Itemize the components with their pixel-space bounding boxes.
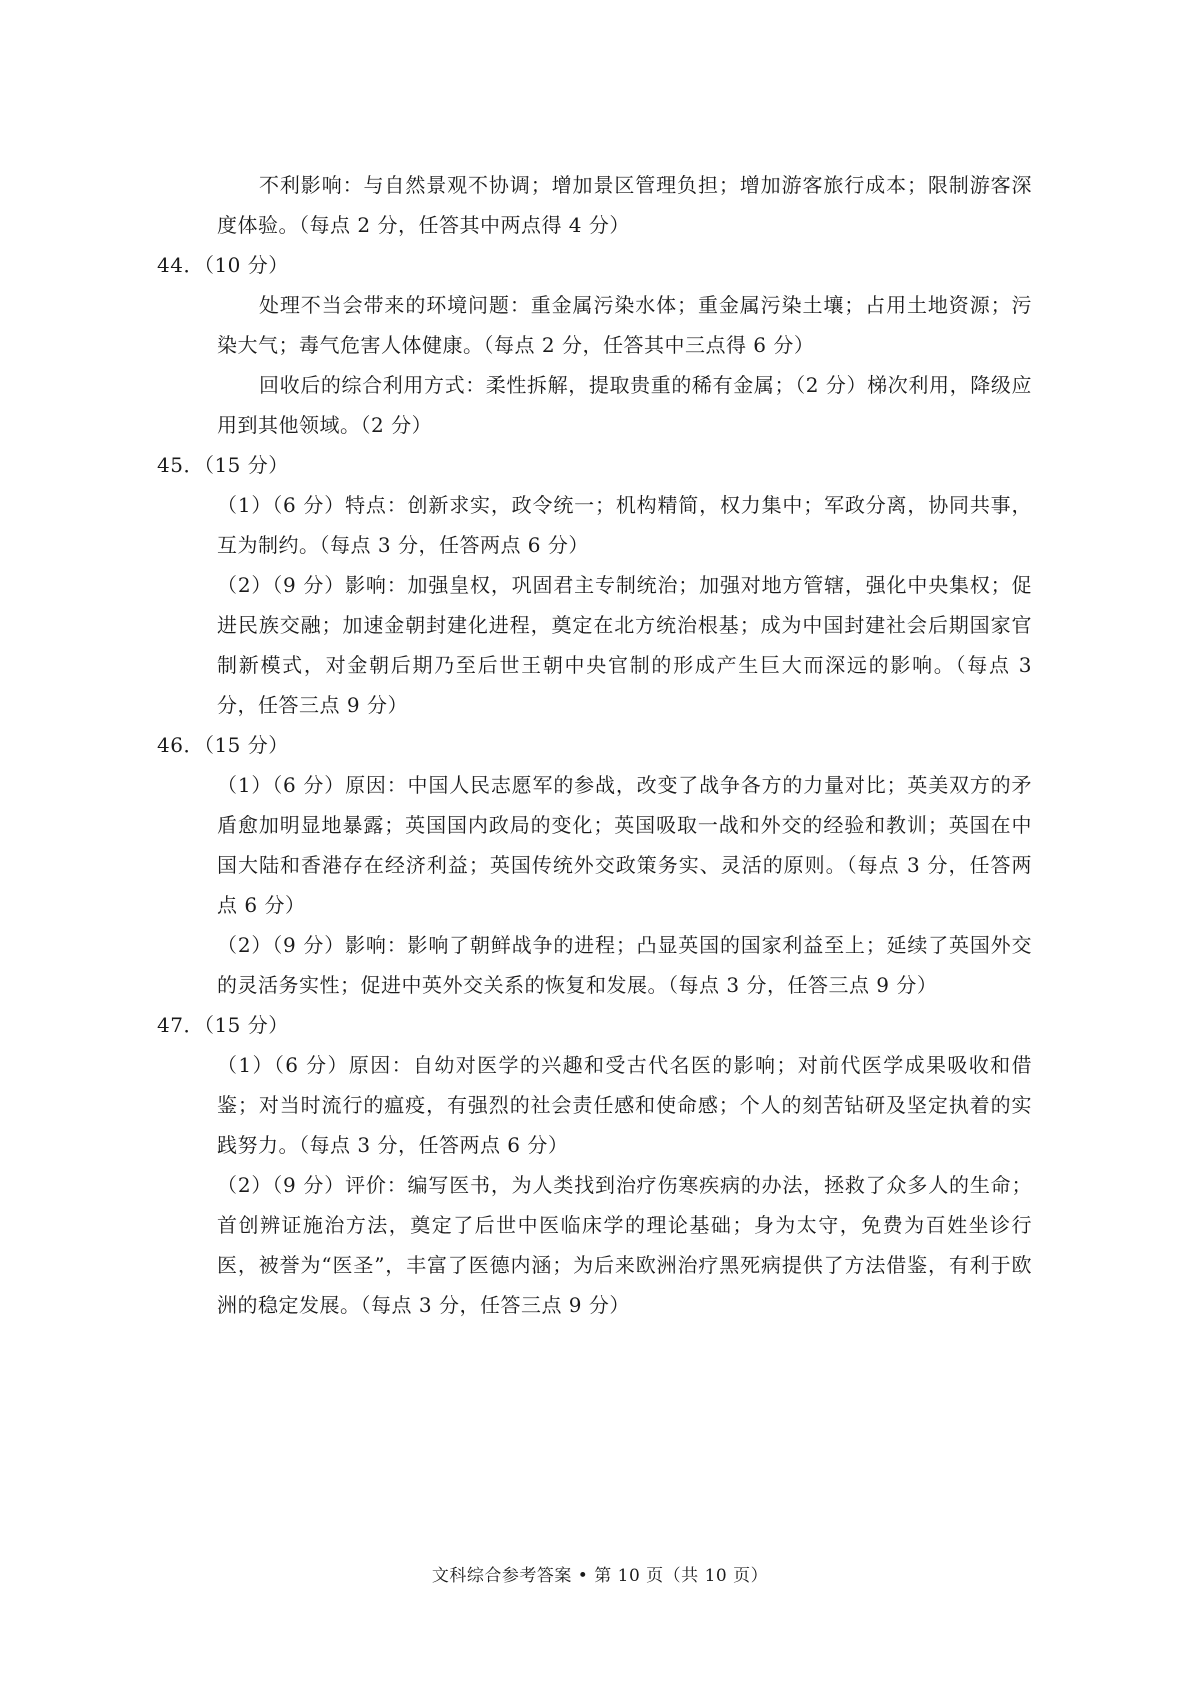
q44-paragraph-2: 回收后的综合利用方式：柔性拆解，提取贵重的稀有金属；（2 分）梯次利用，降级应用到其他领域。（2 分）: [217, 373, 1032, 437]
page-footer: 文科综合参考答案 • 第 10 页（共 10 页）: [431, 1566, 769, 1586]
q45-part-1: （1）（6 分）特点：创新求实，政令统一；机构精简，权力集中；军政分离，协同共事，互为制约。（每点 3 分，任答两点 6 分）: [217, 493, 1032, 557]
q43-continuation-text: 不利影响：与自然景观不协调；增加景区管理负担；增加游客旅行成本；限制游客深度体验。（每点 2 分，任答其中两点得 4 分）: [217, 173, 1032, 237]
q47-label: 47．（15 分）: [157, 1013, 289, 1037]
q47-part-2: （2）（9 分）评价：编写医书，为人类找到治疗伤寒疾病的办法，拯救了众多人的生命；首创辨证施治方法，奠定了后世中医临床学的理论基础；身为太守，免费为百姓坐诊行医，被誉为“医圣”，丰富了医德内涵；为后来欧洲治疗黑死病提供了方法借鉴，有利于欧洲的稳定发展。（每点 3 分，任答三点 9 分）: [217, 1173, 1032, 1317]
q44-paragraph-1: 处理不当会带来的环境问题：重金属污染水体；重金属污染土壤；占用土地资源；污染大气；毒气危害人体健康。（每点 2 分，任答其中三点得 6 分）: [217, 293, 1032, 357]
q47-part-1: （1）（6 分）原因：自幼对医学的兴趣和受古代名医的影响；对前代医学成果吸收和借鉴；对当时流行的瘟疫，有强烈的社会责任感和使命感；个人的刻苦钻研及坚定执着的实践努力。（每点 3 分，任答两点 6 分）: [217, 1053, 1032, 1157]
q45-part-2: （2）（9 分）影响：加强皇权，巩固君主专制统治；加强对地方管辖，强化中央集权；促进民族交融；加速金朝封建化进程，奠定在北方统治根基；成为中国封建社会后期国家官制新模式，对金朝后期乃至后世王朝中央官制的形成产生巨大而深远的影响。（每点 3 分，任答三点 9 分）: [217, 573, 1032, 717]
q46-part-1: （1）（6 分）原因：中国人民志愿军的参战，改变了战争各方的力量对比；英美双方的矛盾愈加明显地暴露；英国国内政局的变化；英国吸取一战和外交的经验和教训；英国在中国大陆和香港存在经济利益；英国传统外交政策务实、灵活的原则。（每点 3 分，任答两点 6 分）: [217, 773, 1032, 917]
q46-part-2: （2）（9 分）影响：影响了朝鲜战争的进程；凸显英国的国家利益至上；延续了英国外交的灵活务实性；促进中英外交关系的恢复和发展。（每点 3 分，任答三点 9 分）: [217, 933, 1032, 997]
q45-label: 45．（15 分）: [157, 453, 289, 477]
q44-label: 44．（10 分）: [157, 253, 289, 277]
answer-page-body: [157, 165, 1032, 1325]
q46-label: 46．（15 分）: [157, 733, 289, 757]
